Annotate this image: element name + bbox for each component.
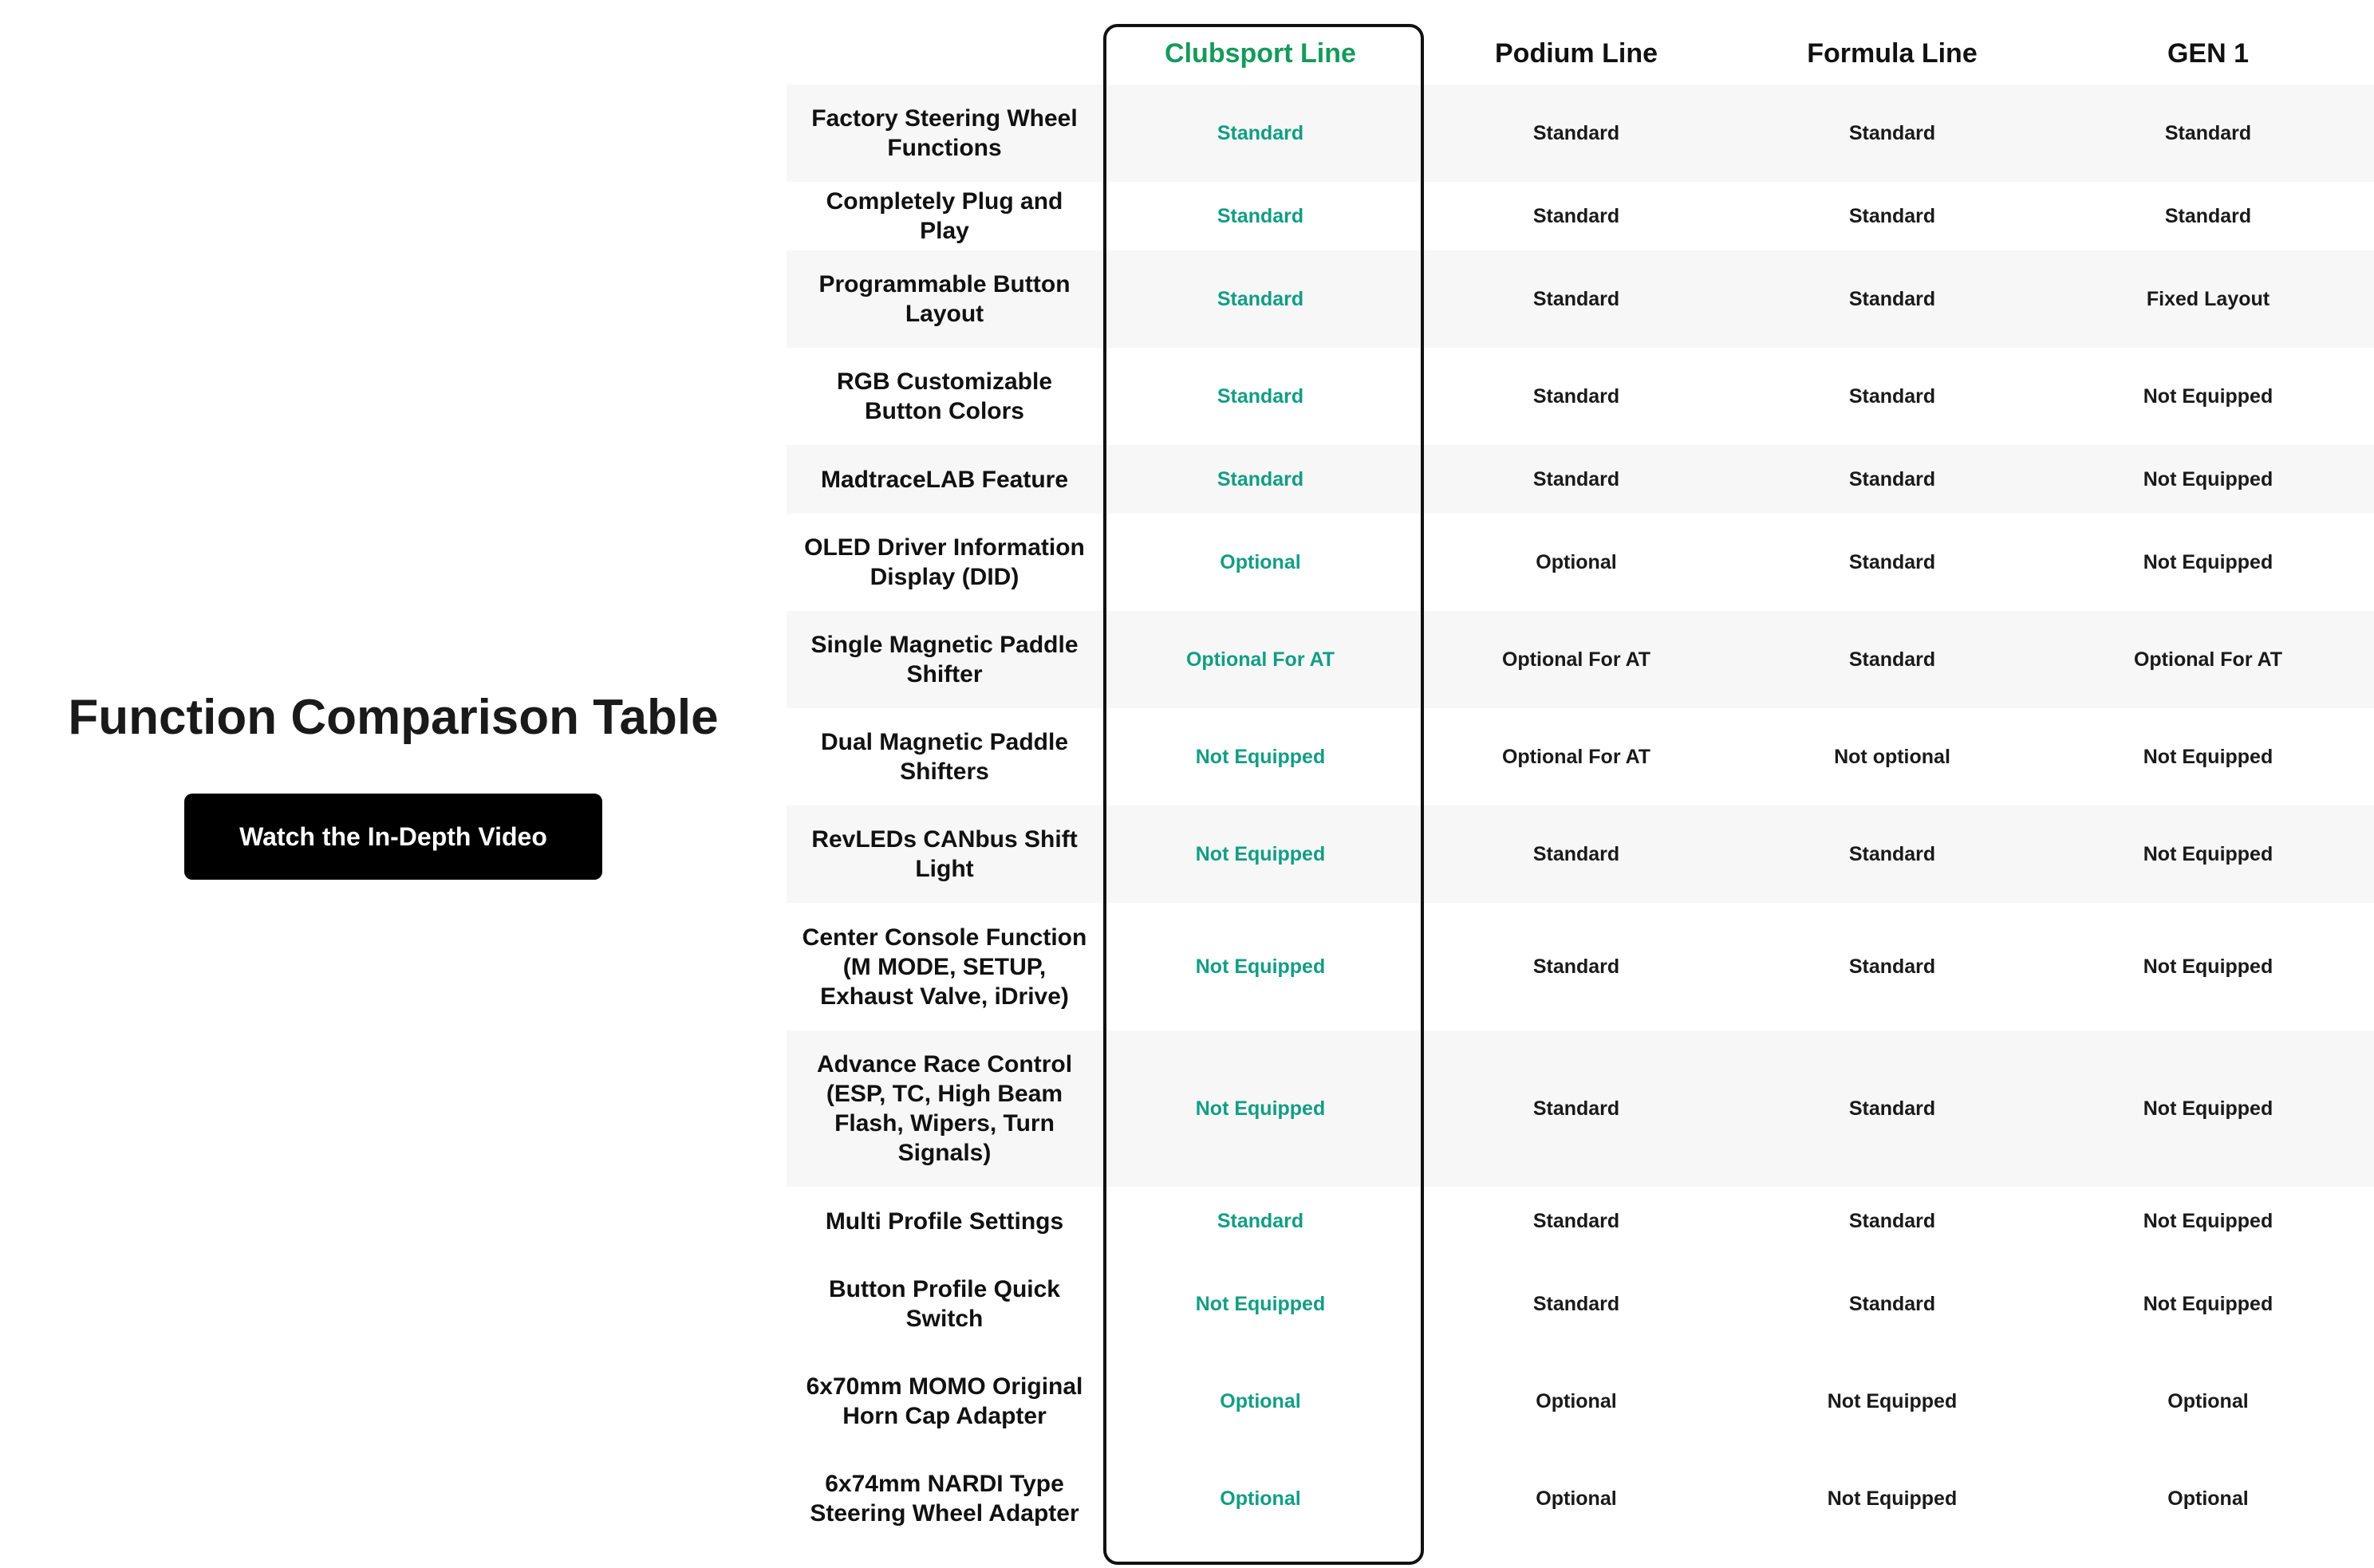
value-podium: Standard <box>1532 204 1620 227</box>
value-clubsport: Standard <box>1217 1209 1304 1232</box>
value-clubsport: Optional For AT <box>1185 648 1335 671</box>
page-title: Function Comparison Table <box>68 690 719 745</box>
value-formula: Standard <box>1848 467 1936 490</box>
value-gen1: Fixed Layout <box>2146 287 2270 310</box>
value-clubsport: Optional <box>1220 1389 1301 1412</box>
feature-label: Center Console Function (M MODE, SETUP, Exhaust Valve, iDrive) <box>802 924 1087 1010</box>
feature-label: Completely Plug and Play <box>826 188 1063 244</box>
comparison-table <box>787 0 2374 1568</box>
column-header-podium: Podium Line <box>1495 38 1658 69</box>
value-formula: Standard <box>1848 955 1936 978</box>
table-row <box>787 1353 2374 1450</box>
table-row <box>787 250 2374 348</box>
table-header-row <box>787 0 2374 85</box>
value-podium: Optional For AT <box>1501 745 1651 768</box>
value-podium: Standard <box>1532 1097 1620 1120</box>
watch-video-button[interactable]: Watch the In-Depth Video <box>184 794 602 880</box>
value-podium: Standard <box>1532 842 1620 865</box>
value-formula: Standard <box>1848 1097 1936 1120</box>
feature-label: Multi Profile Settings <box>825 1208 1064 1235</box>
value-podium: Standard <box>1532 467 1620 490</box>
value-formula: Not optional <box>1834 745 1950 768</box>
value-gen1: Not Equipped <box>2143 842 2273 865</box>
value-podium: Standard <box>1532 384 1620 408</box>
value-clubsport: Standard <box>1217 287 1304 310</box>
value-clubsport: Not Equipped <box>1195 745 1326 768</box>
value-podium: Optional <box>1536 1389 1617 1412</box>
column-header-gen1: GEN 1 <box>2167 38 2250 69</box>
value-formula: Standard <box>1848 384 1936 408</box>
table-row <box>787 1187 2374 1255</box>
table-row <box>787 708 2374 806</box>
value-formula: Standard <box>1848 842 1936 865</box>
value-podium: Optional <box>1536 550 1617 573</box>
value-clubsport: Not Equipped <box>1195 1097 1326 1120</box>
value-gen1: Optional For AT <box>2133 648 2283 671</box>
value-formula: Standard <box>1848 287 1936 310</box>
feature-label: 6x74mm NARDI Type Steering Wheel Adapter <box>810 1471 1079 1527</box>
value-gen1: Not Equipped <box>2143 745 2273 768</box>
feature-label: 6x70mm MOMO Original Horn Cap Adapter <box>806 1373 1083 1429</box>
table-row <box>787 85 2374 182</box>
value-gen1: Standard <box>2164 204 2252 227</box>
value-gen1: Not Equipped <box>2143 1097 2273 1120</box>
table-row <box>787 1255 2374 1353</box>
value-formula: Standard <box>1848 1292 1936 1315</box>
value-formula: Standard <box>1848 550 1936 573</box>
value-clubsport: Not Equipped <box>1195 842 1326 865</box>
value-clubsport: Optional <box>1220 1487 1301 1510</box>
table-row <box>787 611 2374 708</box>
feature-label: Factory Steering Wheel Functions <box>811 105 1078 161</box>
value-podium: Optional <box>1536 1487 1617 1510</box>
value-clubsport: Standard <box>1217 121 1304 144</box>
value-gen1: Standard <box>2164 121 2252 144</box>
value-clubsport: Standard <box>1217 467 1304 490</box>
value-gen1: Not Equipped <box>2143 1292 2273 1315</box>
feature-label: Advance Race Control (ESP, TC, High Beam Flash, Wipers, Turn Signals) <box>816 1051 1073 1166</box>
feature-label: Dual Magnetic Paddle Shifters <box>820 729 1069 785</box>
left-panel <box>0 0 787 1568</box>
value-formula: Not Equipped <box>1827 1389 1958 1412</box>
table-row <box>787 348 2374 445</box>
feature-label: Programmable Button Layout <box>818 271 1071 327</box>
feature-label: Single Magnetic Paddle Shifter <box>810 632 1079 687</box>
feature-label: RGB Customizable Button Colors <box>836 368 1053 424</box>
value-podium: Standard <box>1532 121 1620 144</box>
value-gen1: Optional <box>2167 1389 2249 1412</box>
value-clubsport: Standard <box>1217 204 1304 227</box>
value-formula: Standard <box>1848 121 1936 144</box>
table-row <box>787 1030 2374 1187</box>
table-row <box>787 182 2374 250</box>
value-clubsport: Optional <box>1220 550 1301 573</box>
value-gen1: Not Equipped <box>2143 384 2273 408</box>
value-gen1: Not Equipped <box>2143 955 2273 978</box>
value-podium: Standard <box>1532 1209 1620 1232</box>
column-header-clubsport: Clubsport Line <box>1165 38 1356 69</box>
table-row <box>787 806 2374 903</box>
value-podium: Standard <box>1532 955 1620 978</box>
table-row <box>787 445 2374 514</box>
feature-label: RevLEDs CANbus Shift Light <box>811 826 1078 882</box>
value-formula: Not Equipped <box>1827 1487 1958 1510</box>
value-clubsport: Not Equipped <box>1195 1292 1326 1315</box>
table-row <box>787 514 2374 611</box>
value-podium: Standard <box>1532 1292 1620 1315</box>
value-gen1: Not Equipped <box>2143 467 2273 490</box>
value-formula: Standard <box>1848 1209 1936 1232</box>
value-formula: Standard <box>1848 648 1936 671</box>
value-clubsport: Not Equipped <box>1195 955 1326 978</box>
table-row <box>787 1450 2374 1547</box>
feature-label: OLED Driver Information Display (DID) <box>804 534 1085 590</box>
value-gen1: Optional <box>2167 1487 2249 1510</box>
value-podium: Optional For AT <box>1501 648 1651 671</box>
feature-label: Button Profile Quick Switch <box>828 1276 1060 1332</box>
value-formula: Standard <box>1848 204 1936 227</box>
value-clubsport: Standard <box>1217 384 1304 408</box>
value-gen1: Not Equipped <box>2143 550 2273 573</box>
table-row <box>787 903 2374 1030</box>
feature-label: MadtraceLAB Feature <box>820 466 1069 493</box>
value-podium: Standard <box>1532 287 1620 310</box>
value-gen1: Not Equipped <box>2143 1209 2273 1232</box>
column-header-formula: Formula Line <box>1807 38 1978 69</box>
